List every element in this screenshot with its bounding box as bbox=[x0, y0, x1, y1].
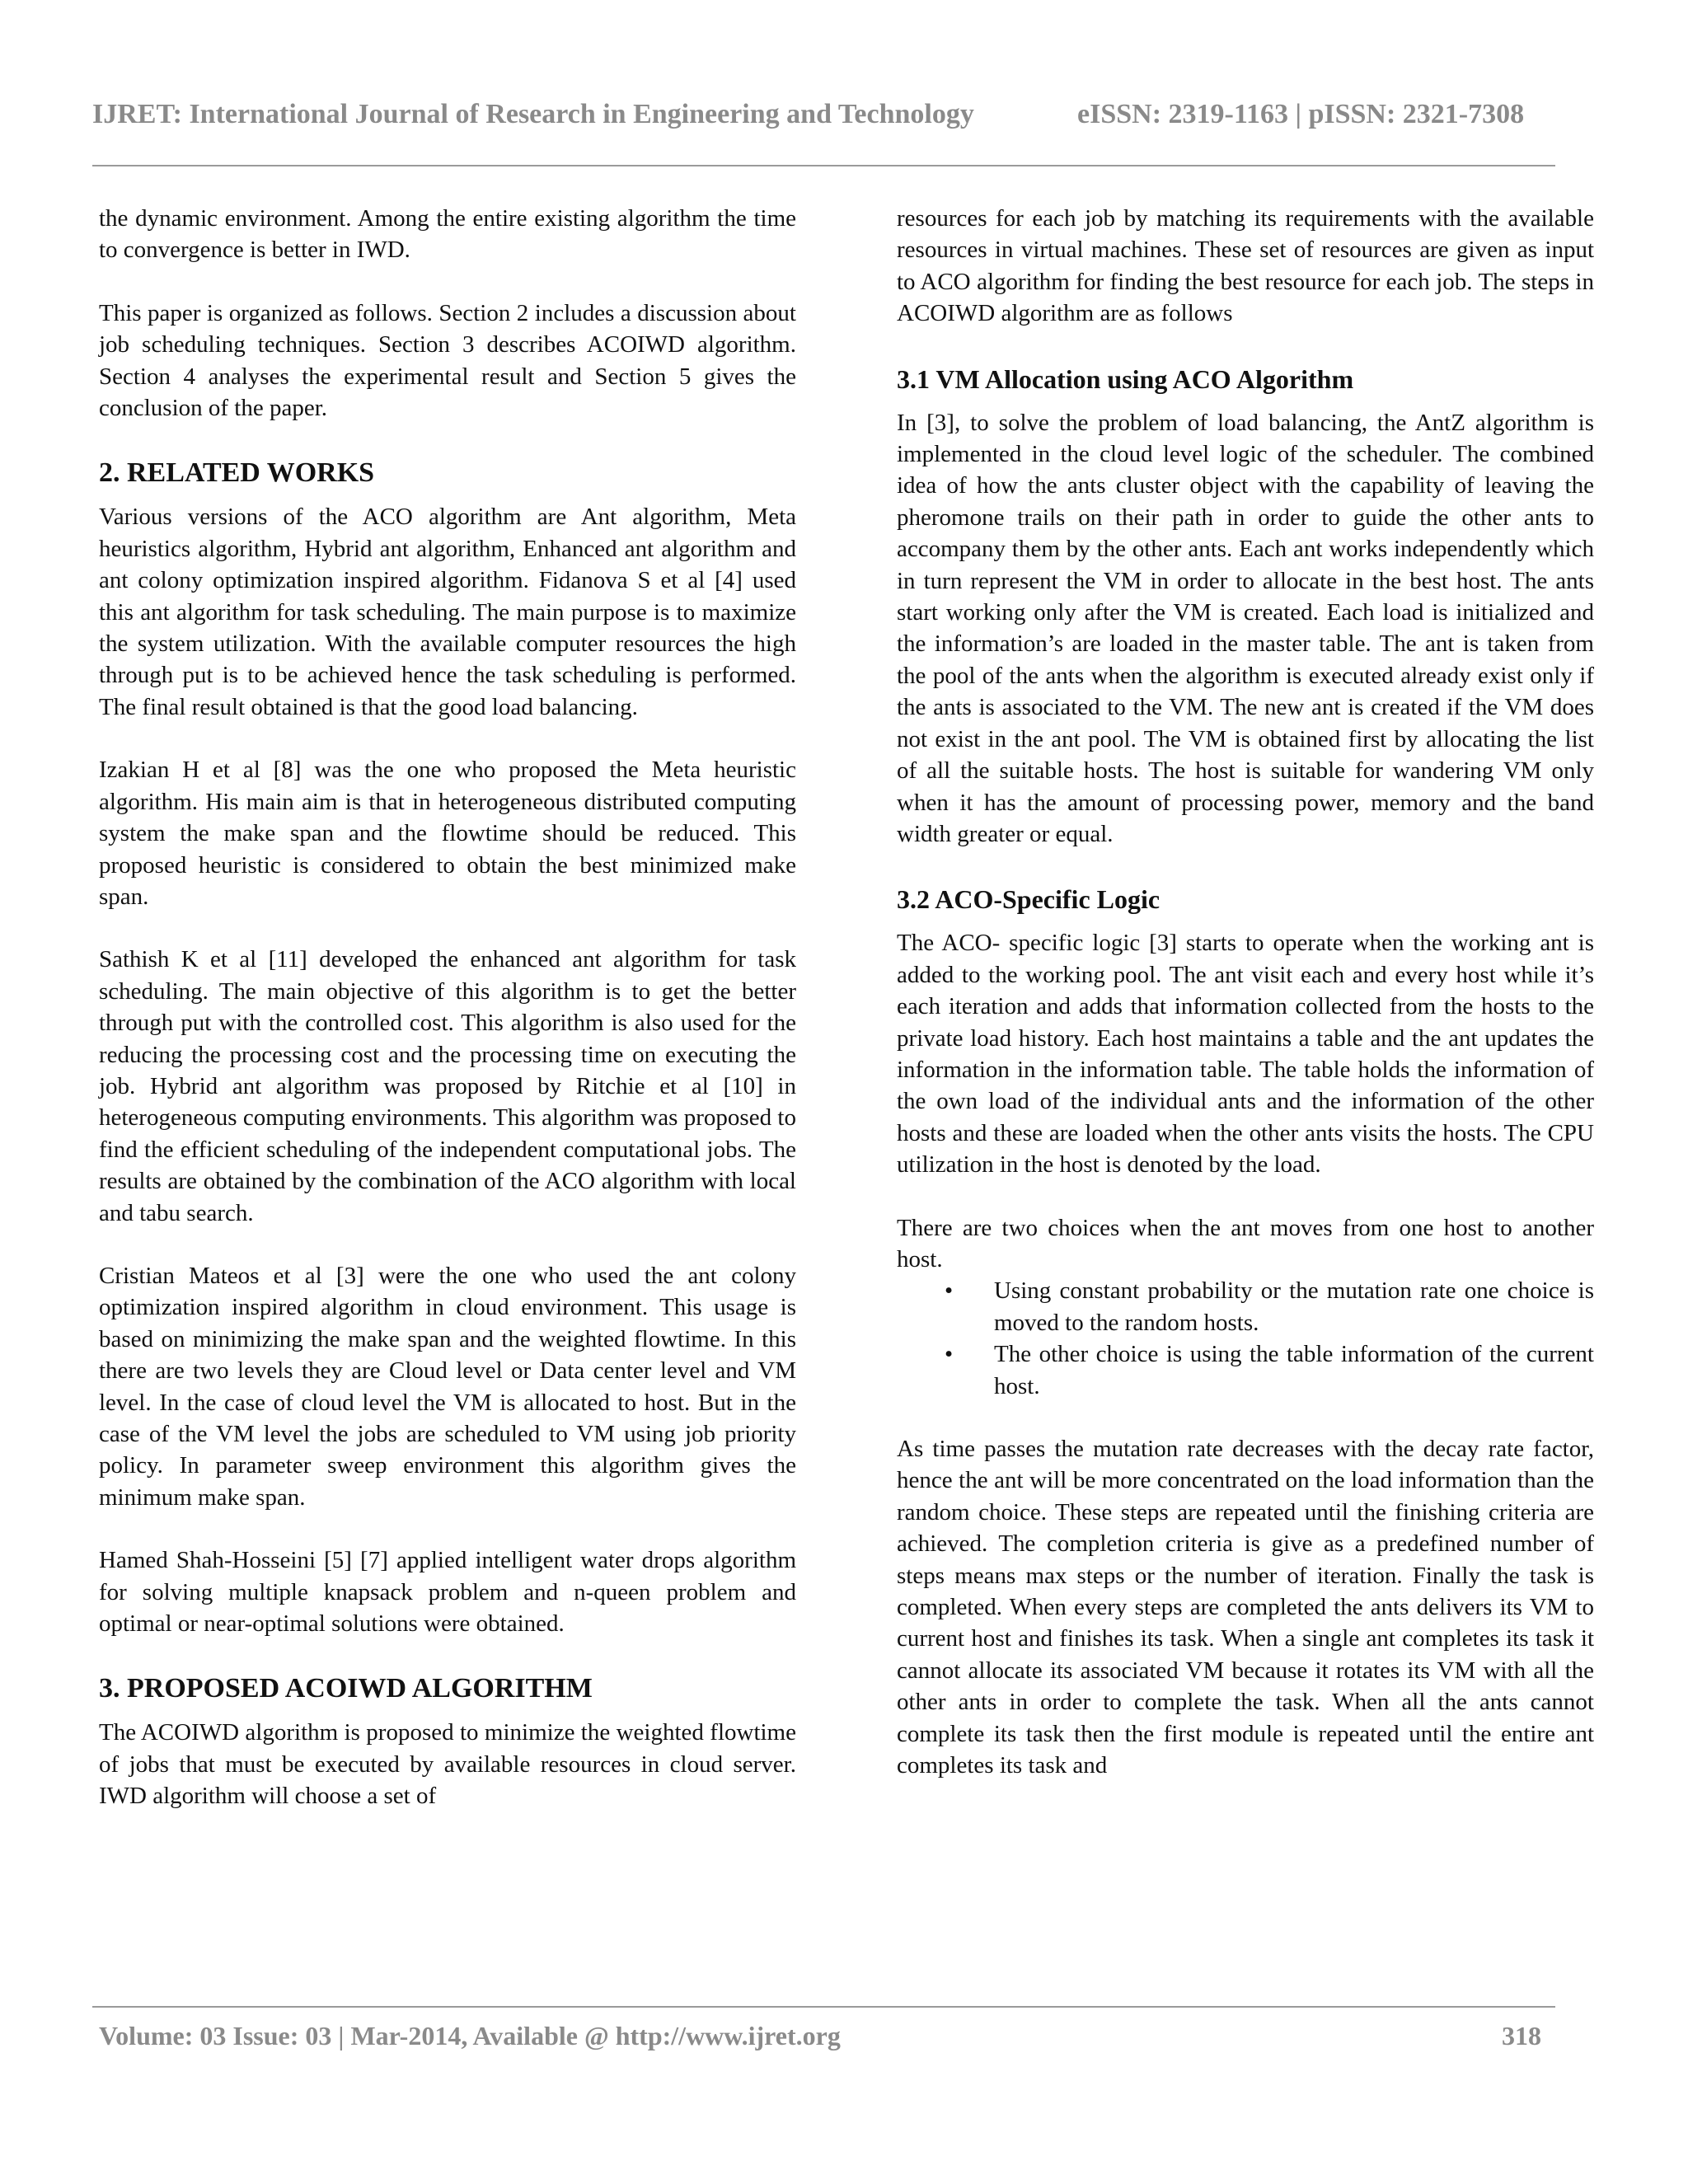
paragraph: There are two choices when the ant moves from one host to another host. bbox=[897, 1214, 1594, 1272]
paragraph: As time passes the mutation rate decreases with the decay rate factor, hence the ant will be more concentrated on the load information than the random choice. These steps are repeated until the finishing criteria are achieved. The completion criteria is give as a predefined number of steps means max steps or the number of iteration. Finally the task is completed. When every steps are completed the ants delivers its VM to current host and finishes its task. When a single ant completes its task it cannot allocate its associated VM because it rotates its VM with all the other ants in order to complete the task. When all the ants cannot complete its task then the first module is repeated until the entire ant completes its task and bbox=[897, 1436, 1594, 1779]
paragraph: resources for each job by matching its requirements with the available resources in virtual machines. These set of resources are given as input to ACO algorithm for finding the best resource for each job. The steps in ACOIWD algorithm are as follows bbox=[897, 205, 1594, 327]
volume-info: Volume: 03 Issue: 03 | Mar-2014, Available @ http://www.ijret.org bbox=[99, 2021, 841, 2050]
paragraph: The ACOIWD algorithm is proposed to minimize the weighted flowtime of jobs that must be executed by available resources in cloud server. IWD algorithm will choose a set of bbox=[99, 1719, 796, 1810]
paragraph: Hamed Shah-Hosseini [5] [7] applied intelligent water drops algorithm for solving multiple knapsack problem and n-queen problem and optimal or near-optimal solutions were obtained. bbox=[99, 1547, 796, 1638]
bullet-icon: • bbox=[945, 1277, 954, 1305]
list-item-text: The other choice is using the table information of the current host. bbox=[994, 1341, 1594, 1399]
paragraph: Cristian Mateos et al [3] were the one who used the ant colony optimization inspired algorithm in cloud environment. This usage is based on minimizing the make span and the weighted flowtime. In this there are two levels they are Cloud level or Data center level and VM level. In the case of cloud level the VM is allocated to host. But in the case of the VM level the jobs are scheduled to VM using job priority policy. In parameter sweep environment this algorithm gives the minimum make span. bbox=[99, 1262, 796, 1511]
right-column bbox=[897, 203, 1594, 1781]
header-divider bbox=[92, 165, 1555, 166]
page-number: 318 bbox=[1502, 2021, 1541, 2050]
section-heading-related-works: 2. RELATED WORKS bbox=[99, 457, 375, 489]
paragraph: Sathish K et al [11] developed the enhanced ant algorithm for task scheduling. The main objective of this algorithm is to get the better through put with the controlled cost. This algorithm is also used for the reducing the processing cost and the processing time on executing the job. Hybrid ant algorithm was proposed by Ritchie et al [10] in heterogeneous computing environments. This algorithm was proposed to find the efficient scheduling of the independent computational jobs. The results are obtained by the combination of the ACO algorithm with local and tabu search. bbox=[99, 946, 796, 1226]
journal-title: IJRET: International Journal of Research in Engineering and Technology bbox=[92, 99, 974, 129]
bullet-icon: • bbox=[945, 1341, 954, 1368]
bullet-list bbox=[897, 1275, 1594, 1402]
subsection-heading-aco-specific-logic: 3.2 ACO-Specific Logic bbox=[897, 884, 1160, 915]
paragraph: Izakian H et al [8] was the one who proposed the Meta heuristic algorithm. His main aim is that in heterogeneous distributed computing system the make span and the flowtime should be reduced. This proposed heuristic is considered to obtain the best minimized make span. bbox=[99, 757, 796, 910]
subsection-heading-vm-allocation: 3.1 VM Allocation using ACO Algorithm bbox=[897, 363, 1354, 394]
paragraph: In [3], to solve the problem of load balancing, the AntZ algorithm is implemented in the cloud level logic of the scheduler. The combined idea of how the ants cluster object with the capability of leaving the pheromone trails on their path in order to guide the other ants to accompany them by the other ants. Each ant works independently which in turn represent the VM in order to allocate in the best host. The ants start working only after the VM is created. Each load is initialized and the information’s are loaded in the master table. The ant is taken from the pool of the ants when the algorithm is executed already exist only if the ants is associated to the VM. The new ant is created if the VM does not exist in the ant pool. The VM is obtained first by allocating the list of all the suitable hosts. The host is suitable for wandering VM only when it has the amount of processing power, memory and the band width greater or equal. bbox=[897, 409, 1594, 847]
section-heading-proposed-algorithm: 3. PROPOSED ACOIWD ALGORITHM bbox=[99, 1673, 593, 1704]
list-item-text: Using constant probability or the mutation rate one choice is moved to the random hosts. bbox=[994, 1277, 1594, 1336]
paragraph: Various versions of the ACO algorithm are Ant algorithm, Meta heuristics algorithm, Hybrid ant algorithm, Enhanced ant algorithm and ant colony optimization inspired algorithm. Fidanova S et al [4] used this ant algorithm for task scheduling. The main purpose is to maximize the system utilization. With the available computer resources the high through put is to be achieved hence the task scheduling is performed. The final result obtained is that the good load balancing. bbox=[99, 504, 796, 720]
list-item bbox=[897, 1275, 1594, 1338]
running-footer bbox=[99, 2021, 1541, 2057]
footer-divider bbox=[92, 2006, 1555, 2008]
issn-info: eISSN: 2319-1163 | pISSN: 2321-7308 bbox=[1077, 99, 1525, 129]
paragraph: This paper is organized as follows. Section 2 includes a discussion about job scheduling techniques. Section 3 describes ACOIWD algorithm. Section 4 analyses the experimental result and Section 5 gives the conclusion of the paper. bbox=[99, 299, 796, 422]
running-header bbox=[92, 99, 1543, 132]
paragraph: the dynamic environment. Among the entire existing algorithm the time to convergence is better in IWD. bbox=[99, 205, 796, 264]
list-item bbox=[897, 1338, 1594, 1402]
left-column bbox=[99, 203, 796, 1812]
paragraph: The ACO- specific logic [3] starts to operate when the working ant is added to the working pool. The ant visit each and every host while it’s each iteration and adds that information collected from the hosts to the private load history. Each host maintains a table and the ant updates the information in the information table. The table holds the information of the own load of the individual ants and the information of the other hosts and these are loaded when the other ants visits the hosts. The CPU utilization in the host is denoted by the load. bbox=[897, 930, 1594, 1179]
